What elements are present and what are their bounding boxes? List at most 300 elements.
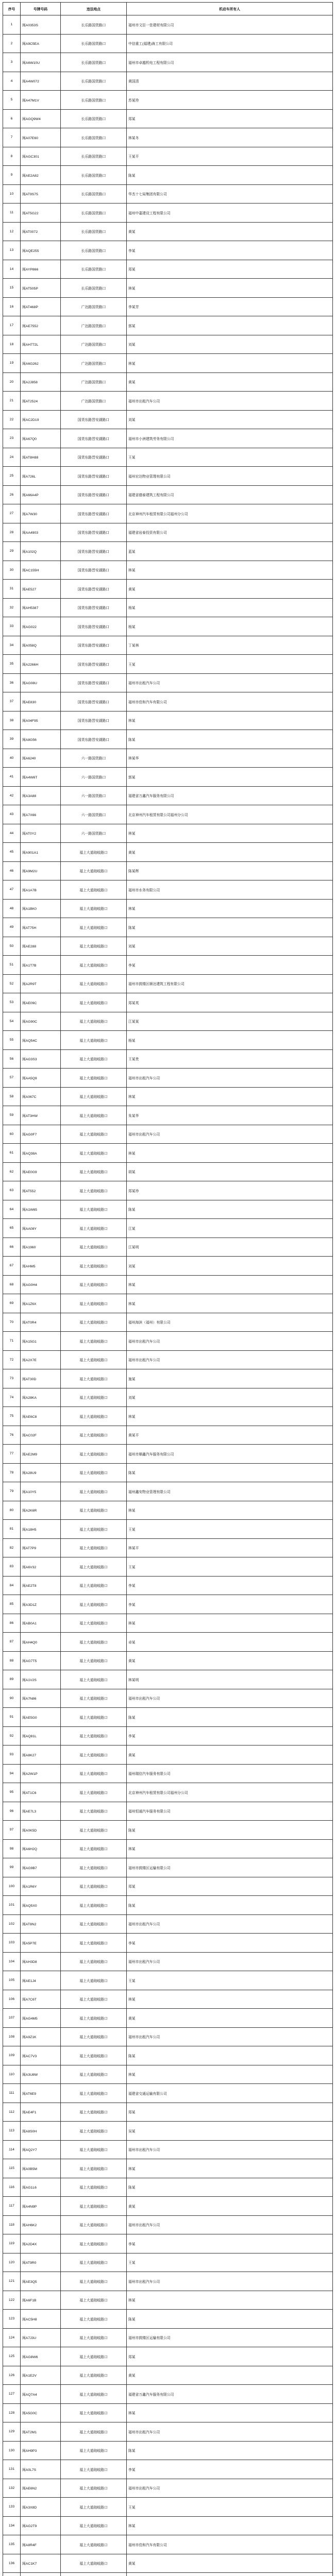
table-row [3,2122,333,2141]
row-location: 福上大道琅岐路口 [61,2535,127,2554]
row-seq: 36 [3,673,21,692]
row-owner: 李某 [127,2234,333,2253]
row-plate: 闽AT5G22 [21,204,61,223]
table-row [3,843,333,862]
row-owner: 刘某 [127,937,333,956]
row-plate: 闽AC1K7 [21,2554,61,2573]
row-seq: 50 [3,937,21,956]
row-location: 福上大道琅岐路口 [61,2253,127,2272]
table-row [3,974,333,993]
row-location: 广达路国货路口 [61,392,127,411]
violation-table [3,2,333,2576]
row-plate: 闽A0L7S [21,2460,61,2479]
row-owner: 杨某 [127,1031,333,1050]
row-owner: 林某 [127,824,333,843]
row-owner: 陈某 [127,2310,333,2329]
table-row [3,1802,333,1821]
row-owner: 林某 [127,1275,333,1294]
row-location: 福上大道琅岐路口 [61,1087,127,1106]
row-owner: 郭某 [127,768,333,787]
row-plate: 闽A058Q [21,636,61,655]
row-location: 福上大道琅岐路口 [61,2516,127,2535]
table-row [3,2272,333,2291]
table-row [3,1764,333,1783]
row-owner: 福州鑫安物业管理有限公司 [127,1482,333,1501]
table-row [3,1689,333,1708]
row-owner: 李某 [127,1934,333,1953]
row-location: 福上大道琅岐路口 [61,2479,127,2498]
row-owner: 福州市出租汽车公司 [127,2272,333,2291]
row-owner: 胡某 [127,1162,333,1181]
table-row [3,1031,333,1050]
row-plate: 闽AT0072 [21,222,61,241]
row-seq: 33 [3,617,21,636]
row-seq: 91 [3,1708,21,1727]
row-owner: 李某 [127,241,333,260]
row-plate: 闽AE6C8 [21,1407,61,1426]
row-plate: 闽A0K5D [21,1821,61,1840]
row-seq: 86 [3,1614,21,1633]
row-seq: 44 [3,824,21,843]
table-row [3,2159,333,2178]
table-row [3,184,333,204]
row-owner: 北京神州汽车租赁有限公司福州分公司 [127,805,333,824]
row-owner: 王某 [127,1520,333,1539]
row-location: 长乐路国货路口 [61,184,127,204]
row-owner: 王某 [127,448,333,467]
row-plate: 闽AH772L [21,335,61,354]
row-seq: 19 [3,354,21,373]
row-owner: 林某 [127,354,333,373]
table-row [3,1501,333,1520]
row-plate: 闽A04F95 [21,711,61,730]
row-plate: 闽AT30D [21,1369,61,1388]
table-row [3,861,333,880]
row-plate: 闽AE2M9 [21,1445,61,1464]
row-location: 福上大道琅岐路口 [61,2122,127,2141]
row-plate: 闽AG9B7 [21,1858,61,1877]
row-location: 福上大道琅岐路口 [61,1238,127,1257]
row-owner: 林某 [127,1407,333,1426]
table-row [3,128,333,147]
table-row [3,1990,333,2009]
row-seq: 25 [3,467,21,486]
table-row [3,147,333,166]
row-seq: 129 [3,2422,21,2442]
row-plate: 闽A47M1V [21,91,61,110]
row-plate: 闽AC155H [21,561,61,580]
row-plate: 闽A7C6T [21,1990,61,2009]
row-owner: 福州恒通汽车服务有限公司 [127,1802,333,1821]
table-row [3,485,333,504]
row-location: 福上大道琅岐路口 [61,2103,127,2122]
row-plate: 闽AE4F1 [21,2103,61,2122]
row-location: 六一路国货路口 [61,768,127,787]
row-owner: 福建省岩泰投资有限公司 [127,523,333,542]
table-row [3,1426,333,1445]
row-plate: 闽A4N9P [21,2197,61,2216]
table-row [3,2103,333,2122]
row-location: 福上大道琅岐路口 [61,1275,127,1294]
row-location: 福上大道琅岐路口 [61,1313,127,1332]
row-location: 福上大道琅岐路口 [61,1219,127,1238]
row-plate: 闽AGQ9W4 [21,109,61,128]
table-row [3,297,333,316]
table-row [3,91,333,110]
row-owner: 福州市佳和汽车有限公司 [127,2535,333,2554]
table-row [3,956,333,975]
row-location: 国货东路晋安湖路口 [61,542,127,561]
table-row [3,204,333,223]
row-owner: 黄某 [127,580,333,599]
table-row [3,692,333,711]
row-plate: 闽AH4Q0 [21,1633,61,1652]
row-seq: 124 [3,2328,21,2347]
row-plate: 闽AT75H [21,918,61,937]
row-location: 福上大道琅岐路口 [61,1783,127,1802]
row-owner: 福州市出租汽车公司 [127,1332,333,1351]
table-row [3,241,333,260]
row-seq: 100 [3,1877,21,1896]
row-seq: 93 [3,1745,21,1765]
row-owner: 林某 [127,1087,333,1106]
row-location: 福上大道琅岐路口 [61,1990,127,2009]
row-location: 长乐路国货路口 [61,241,127,260]
row-seq: 72 [3,1350,21,1369]
row-seq: 96 [3,1802,21,1821]
row-owner: 陈某 [127,918,333,937]
table-row [3,72,333,91]
table-row [3,316,333,335]
row-owner: 陈某 [127,1821,333,1840]
row-owner: 王某平 [127,147,333,166]
row-plate: 闽AG2T9 [21,2516,61,2535]
row-location: 福上大道琅岐路口 [61,2403,127,2422]
row-location: 福上大道琅岐路口 [61,1049,127,1069]
row-location: 长乐路国货路口 [61,166,127,185]
table-row [3,2573,333,2576]
row-location: 国货东路晋安湖路口 [61,673,127,692]
row-location: 福上大道琅岐路口 [61,1501,127,1520]
row-owner: 北京神州汽车租赁有限公司福州分公司 [127,504,333,523]
row-location: 福上大道琅岐路口 [61,861,127,880]
row-owner: 福州市文臣一佳建材有限公司 [127,15,333,35]
row-plate: 闽A0B5M [21,2159,61,2178]
row-owner: 李某 [127,1595,333,1614]
row-owner: 王某 [127,1557,333,1577]
row-plate: 闽AQE255 [21,241,61,260]
row-seq: 49 [3,918,21,937]
row-location: 福上大道琅岐路口 [61,1369,127,1388]
row-seq: 121 [3,2272,21,2291]
row-plate: 闽AE7L3 [21,1802,61,1821]
row-location: 福上大道琅岐路口 [61,843,127,862]
row-location: 广达路国货路口 [61,372,127,392]
row-owner: 福州中嘉建设工程有限公司 [127,204,333,223]
row-owner: 林某平 [127,1538,333,1557]
row-plate: 闽AC2D19 [21,410,61,429]
row-plate: 闽AH9P3 [21,2441,61,2460]
row-owner: 刘某 [127,1257,333,1276]
row-seq: 125 [3,2347,21,2366]
row-location: 福上大道琅岐路口 [61,1745,127,1765]
row-location: 长乐路国货路口 [61,91,127,110]
row-seq: 57 [3,1069,21,1088]
row-plate: 闽AA08Y [21,1219,61,1238]
table-row [3,1257,333,1276]
table-row [3,2234,333,2253]
row-location: 福上大道琅岐路口 [61,2234,127,2253]
row-owner: 杨某 [127,617,333,636]
table-row [3,410,333,429]
row-owner [127,2573,333,2576]
row-plate: 闽AC7V3 [21,2046,61,2065]
row-plate: 闽AT2M1 [21,2422,61,2442]
row-seq: 59 [3,1106,21,1125]
table-row [3,1858,333,1877]
row-owner: 黄某 [127,2554,333,2573]
table-row [3,2328,333,2347]
row-plate: 闽A3D1Z [21,1595,61,1614]
row-seq: 21 [3,392,21,411]
row-plate: 闽AH3D8 [21,1952,61,1971]
row-owner: 林某 [127,1294,333,1313]
row-owner: 吴某 [127,2122,333,2141]
row-owner: 福州市出租汽车公司 [127,2140,333,2159]
row-plate: 闽AE5G0 [21,1708,61,1727]
row-location: 国货东路晋安湖路口 [61,580,127,599]
row-location: 福上大道琅岐路口 [61,1952,127,1971]
row-location: 长乐路国货路口 [61,147,127,166]
row-seq: 41 [3,768,21,787]
row-owner: 蓝某 [127,542,333,561]
table-row [3,53,333,72]
row-seq: 3 [3,53,21,72]
table-row [3,824,333,843]
row-seq: 113 [3,2122,21,2141]
table-header-row [3,3,333,15]
row-owner: 黄某 [127,843,333,862]
table-row [3,1106,333,1125]
row-plate: 闽A0353S [21,15,61,35]
row-location: 国货东路晋安湖路口 [61,448,127,467]
row-plate: 闽AT0R4 [21,1313,61,1332]
row-seq: 64 [3,1200,21,1219]
row-owner: 福建省德泰建筑工程有限公司 [127,485,333,504]
row-seq: 95 [3,1783,21,1802]
table-row [3,711,333,730]
row-location: 福上大道琅岐路口 [61,1031,127,1050]
row-plate: 闽A7N86 [21,1689,61,1708]
row-plate: 闽A6240 [21,749,61,768]
table-row [3,1633,333,1652]
row-seq: 53 [3,993,21,1012]
row-seq: 70 [3,1313,21,1332]
row-plate: 闽A4W6T [21,768,61,787]
table-row [3,2460,333,2479]
row-plate: 闽AG0F7 [21,1125,61,1144]
row-owner: 福州市顺鑫汽车服务有限公司 [127,1445,333,1464]
row-seq: 114 [3,2140,21,2159]
header-location: 违法地点 [61,3,127,15]
table-row [3,2385,333,2404]
row-seq: 81 [3,1520,21,1539]
row-owner: 李某 [127,1576,333,1595]
row-seq: 102 [3,1914,21,1934]
header-plate: 号牌号码 [21,3,61,15]
row-plate: 闽AE6N2 [21,2479,61,2498]
row-plate: 闽AG3S3 [21,1049,61,1069]
row-seq: 106 [3,1990,21,2009]
row-plate: 闽AT2524 [21,392,61,411]
table-row [3,636,333,655]
row-owner: 黄国清 [127,72,333,91]
row-seq: 32 [3,598,21,617]
row-owner: 黄某平 [127,1426,333,1445]
row-location: 福上大道琅岐路口 [61,2460,127,2479]
row-owner: 福建省交通运输有限公司 [127,2084,333,2103]
row-seq: 22 [3,410,21,429]
row-owner: 中信重工(福建)海工有限公司 [127,34,333,53]
row-plate: 闽AE2T8 [21,1576,61,1595]
table-row [3,1839,333,1858]
table-row [3,1783,333,1802]
row-seq: 110 [3,2065,21,2084]
row-seq: 11 [3,204,21,223]
row-location: 国货东路晋安湖路口 [61,523,127,542]
row-plate: 闽A1BK0 [21,899,61,918]
row-location: 福上大道琅岐路口 [61,1426,127,1445]
row-seq: 76 [3,1426,21,1445]
row-owner: 杨某 [127,598,333,617]
table-row [3,1012,333,1031]
row-seq: 107 [3,2009,21,2028]
row-location: 福上大道琅岐路口 [61,2272,127,2291]
row-location: 国货东路晋安湖路口 [61,598,127,617]
row-location: 长乐路国货路口 [61,15,127,35]
table-row [3,2084,333,2103]
row-owner: 郭某 [127,316,333,335]
row-owner: 刘某 [127,335,333,354]
row-seq: 15 [3,279,21,298]
row-seq: 56 [3,1049,21,1069]
row-location: 福上大道琅岐路口 [61,880,127,900]
row-plate: 闽AG0H4 [21,1275,61,1294]
row-seq: 77 [3,1445,21,1464]
row-owner: 福州市出租汽车公司 [127,1125,333,1144]
table-row [3,1538,333,1557]
row-location: 福上大道琅岐路口 [61,1877,127,1896]
row-owner: 江某 [127,1219,333,1238]
row-owner: 林某 [127,1501,333,1520]
row-plate: 闽A1960 [21,1238,61,1257]
table-row [3,1896,333,1915]
row-seq: 17 [3,316,21,335]
row-owner: 林某 [127,2516,333,2535]
row-location: 福上大道琅岐路口 [61,2422,127,2442]
row-seq: 60 [3,1125,21,1144]
row-plate: 闽A1E2V [21,2366,61,2385]
table-row [3,1726,333,1745]
row-owner: 丁某林 [127,636,333,655]
row-owner: 林某 [127,1614,333,1633]
table-row [3,1952,333,1971]
table-row [3,2422,333,2442]
row-seq: 62 [3,1162,21,1181]
row-location: 福上大道琅岐路口 [61,1557,127,1577]
table-row [3,880,333,900]
row-plate: 闽A67Q0 [21,429,61,448]
row-plate: 闽A07E60 [21,128,61,147]
row-owner: 林某 [127,711,333,730]
row-location: 福上大道琅岐路口 [61,2140,127,2159]
row-plate: 闽A2266H [21,655,61,674]
row-seq: 128 [3,2403,21,2422]
row-seq: 118 [3,2215,21,2234]
table-row [3,504,333,523]
table-row [3,1049,333,1069]
row-location: 福上大道琅岐路口 [61,1538,127,1557]
row-location: 福上大道琅岐路口 [61,1294,127,1313]
row-owner: 王某 [127,2498,333,2517]
row-owner: 王某贵 [127,1049,333,1069]
row-seq: 67 [3,1257,21,1276]
row-location: 福上大道琅岐路口 [61,1971,127,1990]
row-location: 广达路国货路口 [61,316,127,335]
row-seq: 45 [3,843,21,862]
row-owner: 李某 [127,1726,333,1745]
row-plate: 闽A102Q [21,542,61,561]
table-row [3,448,333,467]
row-location: 福上大道琅岐路口 [61,1708,127,1727]
table-row [3,354,333,373]
row-plate: 闽AH6K2 [21,2215,61,2234]
row-location: 长乐路国货路口 [61,204,127,223]
table-row [3,2027,333,2046]
row-seq: 13 [3,241,21,260]
row-location: 长乐路国货路口 [61,53,127,72]
row-location: 福上大道琅岐路口 [61,1651,127,1670]
row-seq: 115 [3,2159,21,2178]
row-seq: 16 [3,297,21,316]
row-owner: 刘某 [127,1388,333,1407]
row-seq: 120 [3,2253,21,2272]
row-location: 福上大道琅岐路口 [61,1520,127,1539]
row-seq: 12 [3,222,21,241]
row-plate: 闽AE288 [21,937,61,956]
row-plate: 闽AC02F [21,1426,61,1445]
row-seq: 84 [3,1576,21,1595]
row-owner: 郑某珍 [127,1181,333,1200]
row-location: 国货东路晋安湖路口 [61,711,127,730]
row-owner: 福州市出租汽车公司 [127,673,333,692]
table-row [3,2197,333,2216]
table-row [3,1294,333,1313]
row-owner: 福州市出租汽车公司 [127,2027,333,2046]
row-location: 福上大道琅岐路口 [61,1858,127,1877]
row-owner: 福州市鼓楼区顺达建筑工程有限公司 [127,974,333,993]
row-seq: 117 [3,2197,21,2216]
row-plate: 闽AG4M5 [21,2009,61,2028]
row-plate: 闽AE7552 [21,316,61,335]
row-seq: 37 [3,692,21,711]
table-row [3,1745,333,1765]
row-plate: 闽A2J858 [21,372,61,392]
row-location: 福上大道琅岐路口 [61,1914,127,1934]
row-owner: 郑某 [127,2103,333,2122]
row-plate: 闽AQ5X0 [21,1896,61,1915]
row-location: 福上大道琅岐路口 [61,1726,127,1745]
